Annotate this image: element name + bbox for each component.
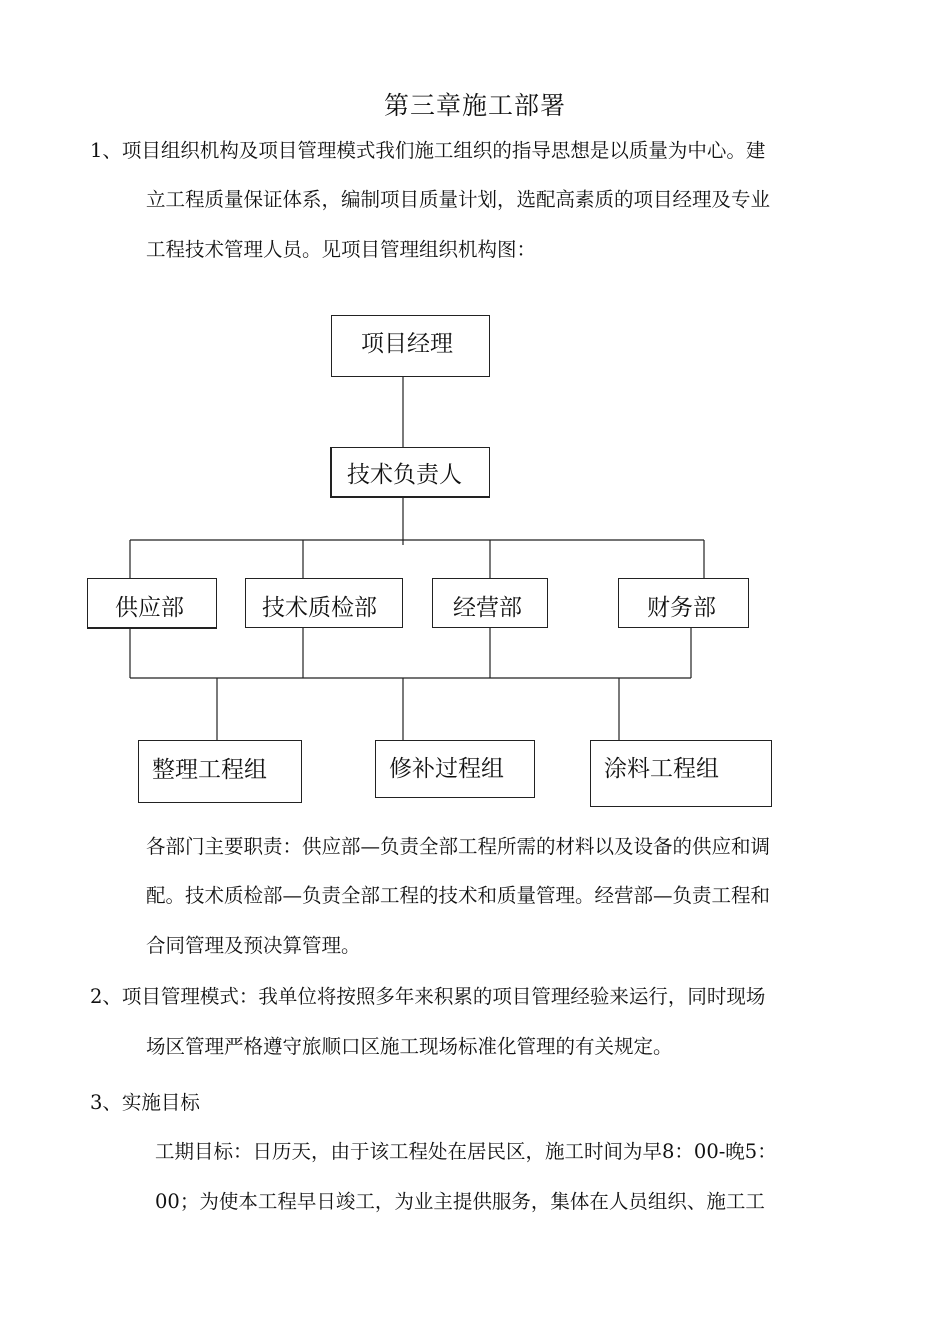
org-label-tech-lead: 技术负责人 xyxy=(347,462,462,488)
duties-line1: 各部门主要职责：供应部—负责全部工程所需的材料以及设备的供应和调 xyxy=(146,835,771,858)
section1-line2: 立工程质量保证体系，编制项目质量计划，选配高素质的项目经理及专业 xyxy=(146,188,771,211)
section3-heading: 3、实施目标 xyxy=(90,1091,200,1114)
duties-line3: 合同管理及预决算管理。 xyxy=(146,934,361,957)
section1-line3: 工程技术管理人员。见项目管理组织机构图： xyxy=(146,238,537,261)
org-box-dept-supply xyxy=(87,578,217,629)
org-label-dept-quality: 技术质检部 xyxy=(262,595,377,621)
org-label-dept-supply: 供应部 xyxy=(115,595,184,621)
org-box-tech-lead xyxy=(330,447,490,498)
page-title: 第三章施工部署 xyxy=(383,91,566,120)
org-label-group-paint: 涂料工程组 xyxy=(604,756,719,782)
section3-line2: 00；为使本工程早日竣工，为业主提供服务，集体在人员组织、施工工 xyxy=(155,1190,765,1213)
org-label-group-tidy: 整理工程组 xyxy=(152,757,267,783)
duties-line2: 配。技术质检部—负责全部工程的技术和质量管理。经营部—负责工程和 xyxy=(146,884,771,907)
section1-line1: 1、项目组织机构及项目管理模式我们施工组织的指导思想是以质量为中心。建 xyxy=(90,139,766,162)
org-box-manager xyxy=(331,315,490,377)
org-label-dept-business: 经营部 xyxy=(453,595,522,621)
org-label-dept-finance: 财务部 xyxy=(647,595,716,621)
org-box-dept-business xyxy=(432,578,548,628)
org-box-group-repair xyxy=(375,740,535,798)
section2-line2: 场区管理严格遵守旅顺口区施工现场标准化管理的有关规定。 xyxy=(146,1035,673,1058)
org-box-group-paint xyxy=(590,740,772,807)
section3-line1: 工期目标：日历天，由于该工程处在居民区，施工时间为早8：00-晚5： xyxy=(155,1140,777,1163)
org-box-dept-finance xyxy=(618,578,749,628)
org-label-manager: 项目经理 xyxy=(361,331,453,357)
section2-line1: 2、项目管理模式：我单位将按照多年来积累的项目管理经验来运行，同时现场 xyxy=(90,985,766,1008)
org-box-group-tidy xyxy=(138,740,302,803)
org-label-group-repair: 修补过程组 xyxy=(389,756,504,782)
org-box-dept-quality xyxy=(245,578,403,628)
